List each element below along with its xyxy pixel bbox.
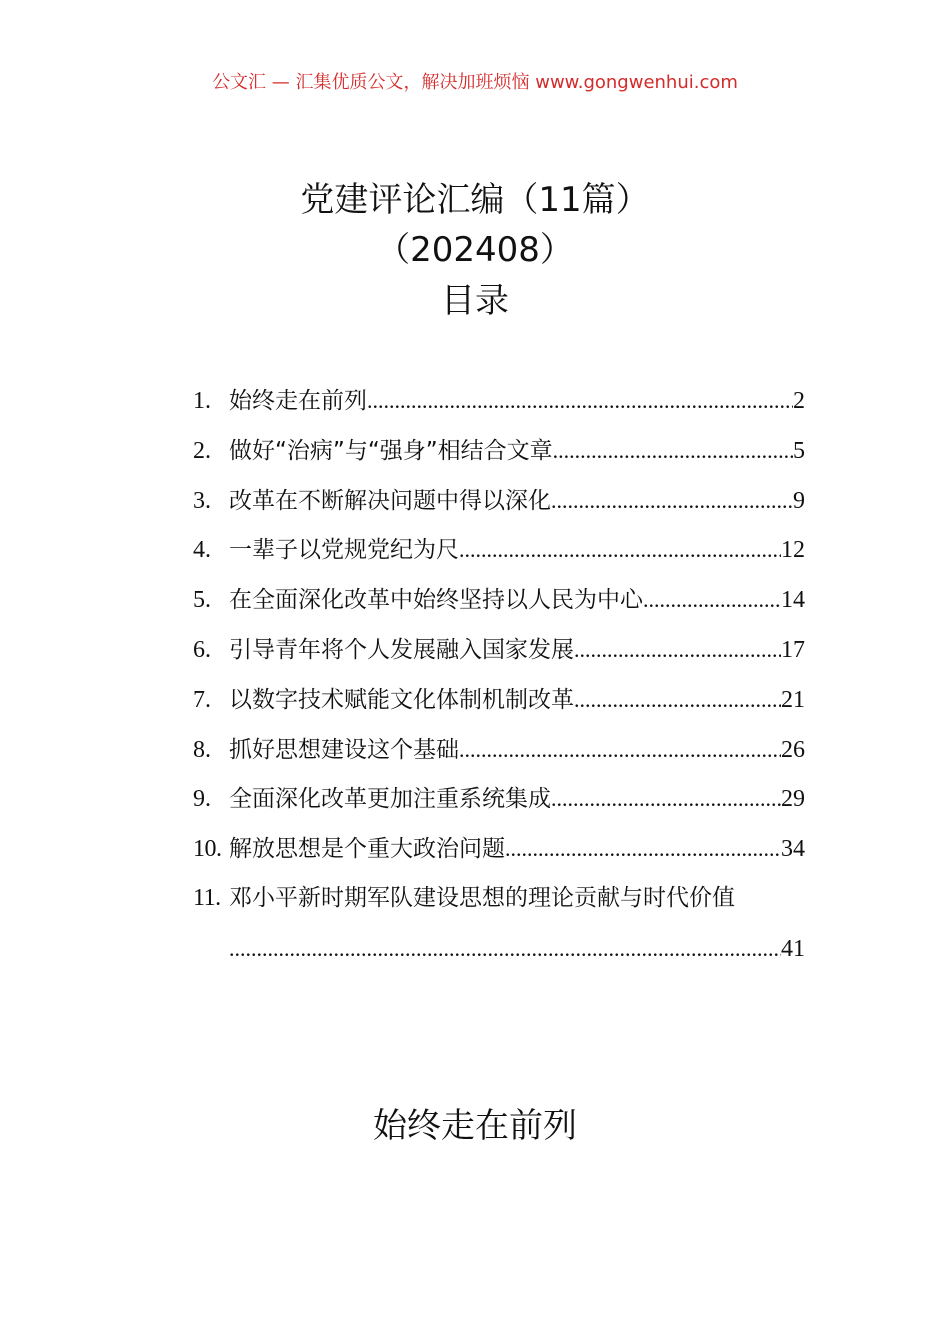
document-date: （202408） (376, 230, 574, 270)
toc-item-number: 4. (193, 537, 211, 564)
toc-item-title: 邓小平新时期军队建设思想的理论贡献与时代价值 (229, 884, 735, 911)
toc-leader-dots (505, 824, 781, 874)
toc-item[interactable] (193, 774, 805, 824)
toc-item-title: 在全面深化改革中始终坚持以人民为中心 (229, 587, 643, 614)
toc-item[interactable] (193, 476, 805, 526)
document-title-block (0, 175, 950, 327)
toc-item-number: 8. (193, 736, 211, 763)
toc-item-title: 抓好思想建设这个基础 (229, 736, 459, 763)
toc-leader-dots (574, 625, 781, 675)
table-of-contents (193, 376, 805, 974)
toc-item-page: 12 (781, 537, 805, 564)
toc-item-page: 17 (781, 636, 805, 663)
toc-leader-dots (574, 675, 781, 725)
toc-item-number: 5. (193, 587, 211, 614)
toc-item-number: 2. (193, 437, 211, 464)
toc-heading: 目录 (441, 281, 509, 321)
toc-item-title: 改革在不断解决问题中得以深化 (229, 487, 551, 514)
toc-leader-dots (367, 376, 793, 426)
toc-item-title: 做好“治病”与“强身”相结合文章 (229, 437, 553, 464)
toc-item-page: 9 (793, 487, 805, 514)
toc-leader-dots (553, 426, 793, 476)
toc-item-title: 以数字技术赋能文化体制机制改革 (229, 686, 574, 713)
toc-item-number: 6. (193, 636, 211, 663)
toc-item-page: 26 (781, 736, 805, 763)
toc-item[interactable] (193, 575, 805, 625)
toc-item[interactable] (193, 675, 805, 725)
toc-item-continuation[interactable] (193, 924, 805, 974)
site-header-banner: 公文汇 — 汇集优质公文，解决加班烦恼 www.gongwenhui.com (212, 72, 738, 93)
toc-leader-dots (551, 476, 793, 526)
toc-item-page: 21 (781, 686, 805, 713)
toc-item-title: 引导青年将个人发展融入国家发展 (229, 636, 574, 663)
toc-leader-dots (459, 525, 781, 575)
toc-item-page: 41 (781, 935, 805, 962)
toc-item-page: 29 (781, 786, 805, 813)
toc-item[interactable] (193, 625, 805, 675)
toc-item-title: 一辈子以党规党纪为尺 (229, 537, 459, 564)
toc-item[interactable] (193, 874, 805, 924)
toc-item[interactable] (193, 824, 805, 874)
toc-item-page: 5 (793, 437, 805, 464)
toc-item[interactable] (193, 426, 805, 476)
toc-leader-dots (459, 725, 781, 775)
toc-item-page: 2 (793, 388, 805, 414)
toc-item-number: 7. (193, 686, 211, 713)
toc-item-number: 3. (193, 487, 211, 514)
toc-item[interactable] (193, 376, 805, 426)
toc-item-number: 1. (193, 388, 211, 414)
toc-leader-dots (551, 774, 781, 824)
toc-item-number: 10. (193, 836, 222, 863)
toc-item-title: 解放思想是个重大政治问题 (229, 836, 505, 863)
document-title: 党建评论汇编（11篇） (300, 180, 650, 220)
toc-item-number: 11. (193, 884, 221, 911)
toc-item-page: 14 (781, 587, 805, 614)
toc-item[interactable] (193, 725, 805, 775)
toc-leader-dots (643, 575, 781, 625)
toc-item-page: 34 (781, 836, 805, 863)
toc-item-title: 始终走在前列 (229, 388, 367, 414)
toc-item[interactable] (193, 525, 805, 575)
toc-leader-dots (229, 924, 781, 974)
toc-item-number: 9. (193, 786, 211, 813)
section-heading: 始终走在前列 (373, 1106, 577, 1146)
toc-item-title: 全面深化改革更加注重系统集成 (229, 786, 551, 813)
